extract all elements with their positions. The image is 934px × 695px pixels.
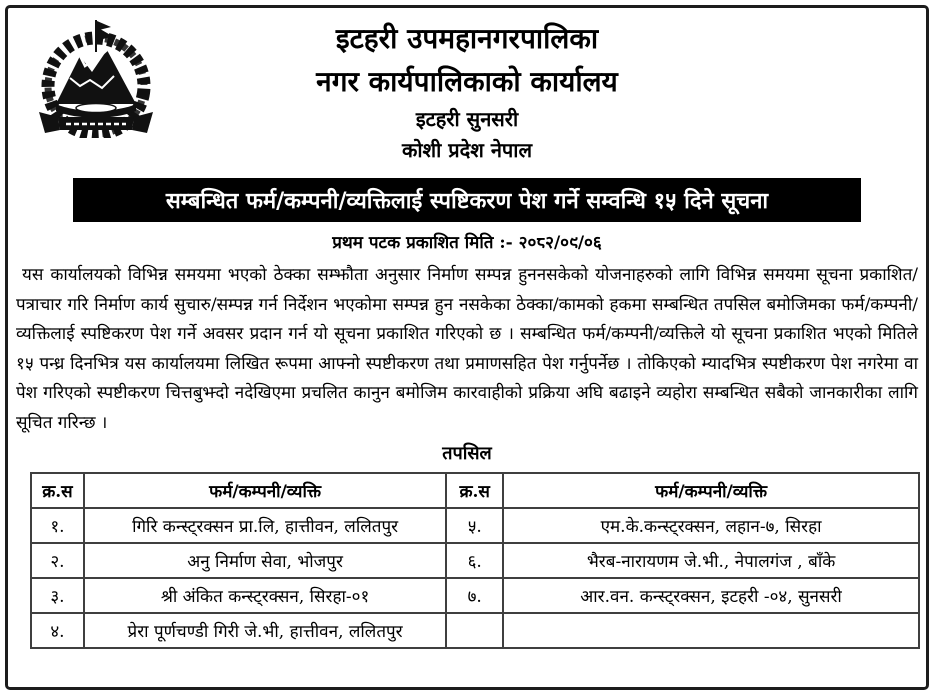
- lake-icon: [56, 104, 136, 118]
- firm-cell: प्रेरा पूर्णचण्डी गिरी जे.भी, हात्तीवन, ललितपुर: [84, 613, 446, 648]
- header-sn-right: क्र.स: [446, 473, 503, 508]
- table-row: [31, 543, 919, 578]
- notice-body: यस कार्यालयको विभिन्न समयमा भएको ठेक्का सम्झौता अनुसार निर्माण सम्पन्न हुननसकेको योजनाहरुको लागि विभिन्न समयमा सूचना प्रकाशित/पत्राचार गरि निर्माण कार्य सुचारु/सम्पन्न गर्न निर्देशन भएकोमा सम्पन्न हुन नसकेका ठेक्का/कामको हकमा सम्बन्धित तपसिल बमोजिमका फर्म/कम्पनी/व्यक्तिलाई स्पष्टिकरण पेश गर्ने अवसर प्रदान गर्न यो सूचना प्रकाशित गरिएको छ । सम्बन्धित फर्म/कम्पनी/व्यक्तिले यो सूचना प्रकाशित भएको मितिले १५ पन्ध्र दिनभित्र यस कार्यालयमा लिखित रूपमा आफ्नो स्पष्टीकरण तथा प्रमाणसहित पेश गर्नुपर्नेछ । तोकिएको म्यादभित्र स्पष्टीकरण पेश नगरेमा वा पेश गरिएको स्पष्टीकरण चित्तबुझ्दो नदेखिएमा प्रचलित कानुन बमोजिम कारवाहीको प्रक्रिया अघि बढाइने व्यहोरा सम्बन्धित सबैको जानकारीका लागि सूचित गरिन्छ ।: [16, 265, 918, 433]
- organization-name: इटहरी उपमहानगरपालिका: [335, 22, 599, 55]
- table-row: [31, 613, 919, 648]
- empty-cell: [446, 613, 503, 648]
- empty-cell: [503, 613, 919, 648]
- firm-cell: गिरि कन्स्ट्रक्सन प्रा.लि, हात्तीवन, ललितपुर: [84, 508, 446, 543]
- mountain-icon: [56, 50, 136, 104]
- flag-icon: [96, 20, 113, 52]
- published-date: प्रथम पटक प्रकाशित मिति :- २०८२/०९/०६: [332, 233, 602, 253]
- firm-cell: एम.के.कन्स्ट्रक्सन, लहान-७, सिरहा: [503, 508, 919, 543]
- firm-cell: भैरब-नारायणम जे.भी., नेपालगंज , बाँके: [503, 543, 919, 578]
- header-sn-left: क्र.स: [31, 473, 84, 508]
- notice-title-banner: सम्बन्धित फर्म/कम्पनी/व्यक्तिलाई स्पष्टिकरण पेश गर्ने सम्वन्धि १५ दिने सूचना: [73, 178, 861, 222]
- sn-cell: ६.: [446, 543, 503, 578]
- sn-cell: ४.: [31, 613, 84, 648]
- office-name: नगर कार्यपालिकाको कार्यालय: [316, 65, 618, 98]
- header-firm-right: फर्म/कम्पनी/व्यक्ति: [503, 473, 919, 508]
- table-row: [31, 578, 919, 613]
- table-header-row: [31, 473, 919, 508]
- municipality-emblem: [30, 16, 162, 138]
- sn-cell: २.: [31, 543, 84, 578]
- address-line-1: इटहरी सुनसरी: [415, 107, 519, 131]
- sn-cell: ७.: [446, 578, 503, 613]
- address-line-2: कोशी प्रदेश नेपाल: [401, 138, 533, 162]
- sn-cell: ३.: [31, 578, 84, 613]
- schedule-heading: तपसिल: [442, 443, 492, 464]
- document-border: [5, 5, 929, 690]
- firm-cell: श्री अंकित कन्स्ट्रक्सन, सिरहा-०१: [84, 578, 446, 613]
- sn-cell: ५.: [446, 508, 503, 543]
- header-firm-left: फर्म/कम्पनी/व्यक्ति: [84, 473, 446, 508]
- table-row: [31, 508, 919, 543]
- sn-cell: १.: [31, 508, 84, 543]
- firm-cell: अनु निर्माण सेवा, भोजपुर: [84, 543, 446, 578]
- firm-cell: आर.वन. कन्स्ट्रक्सन, इटहरी -०४, सुनसरी: [503, 578, 919, 613]
- firms-table: [30, 472, 920, 649]
